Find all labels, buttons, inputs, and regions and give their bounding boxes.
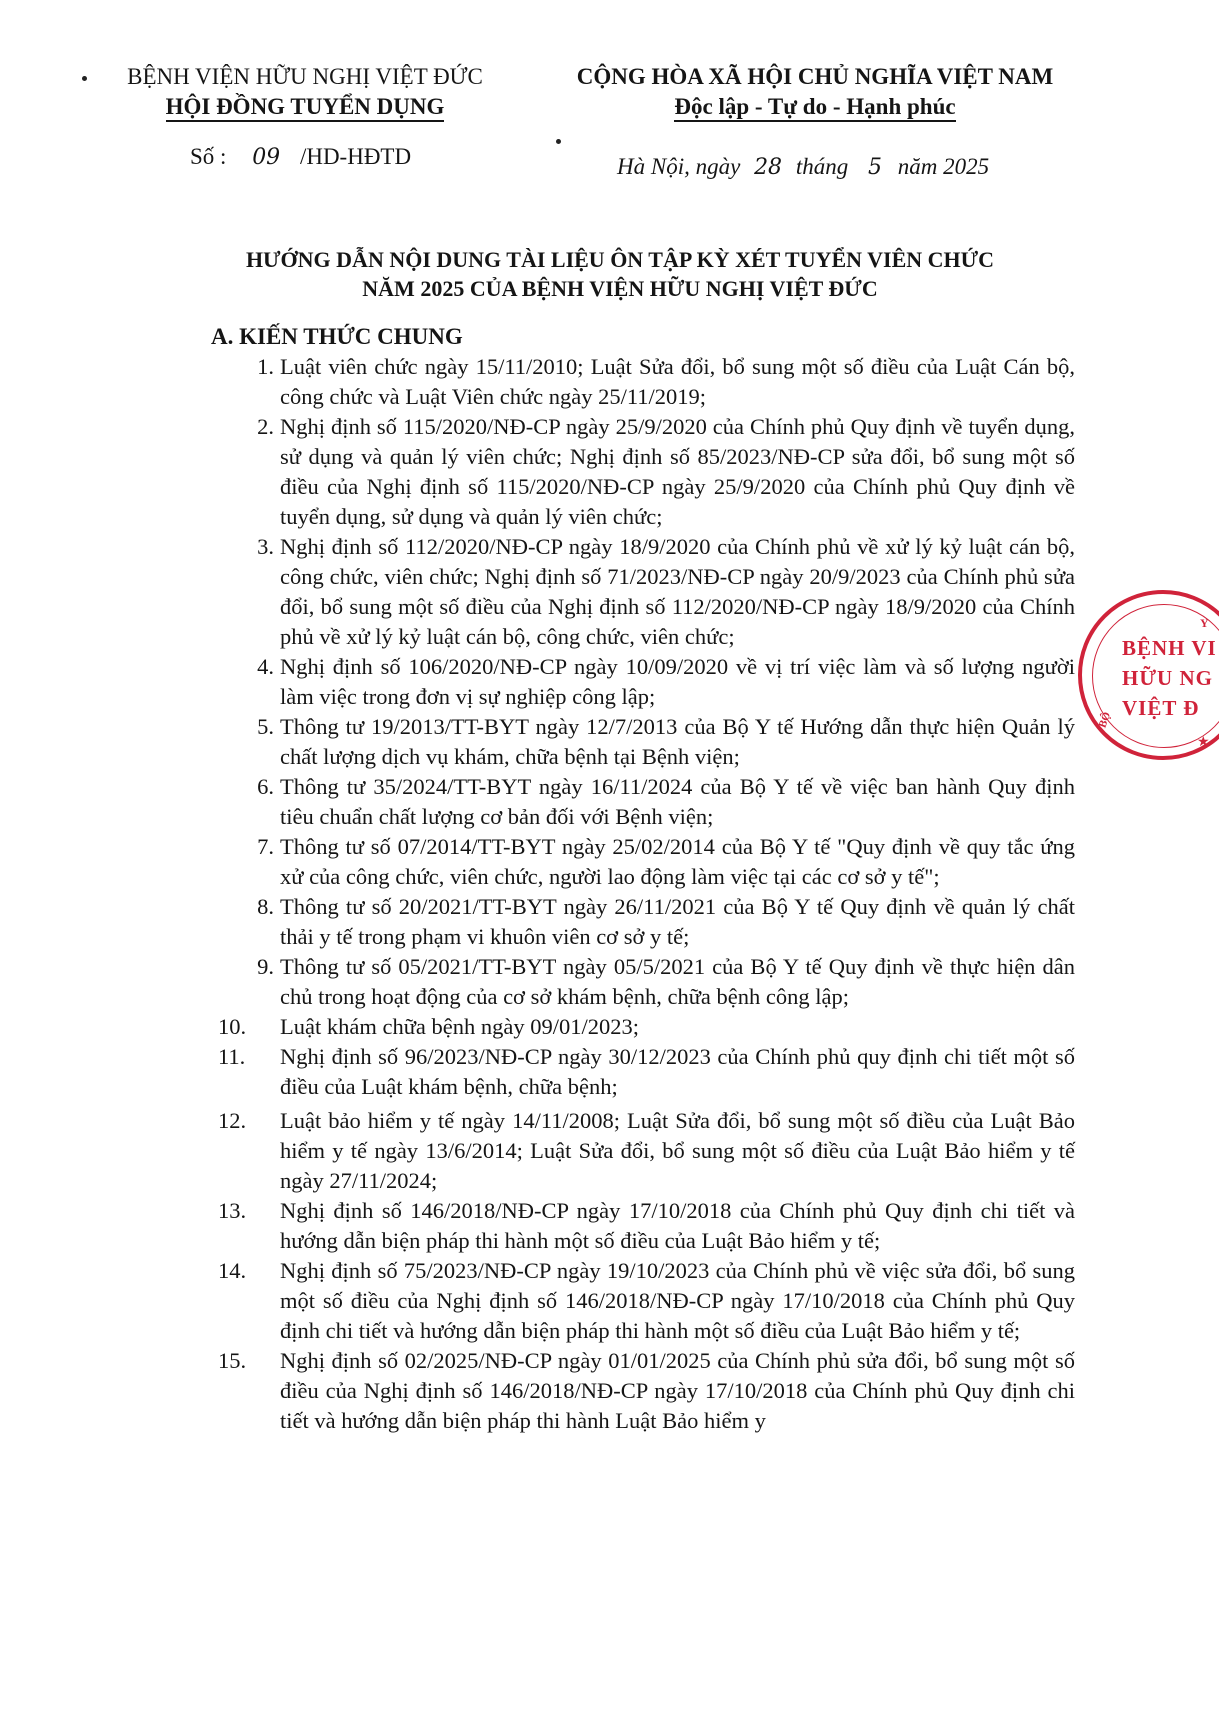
list-item: 14. Nghị định số 75/2023/NĐ-CP ngày 19/10/2023 của Chính phủ về việc sửa đổi, bổ sung một số điều của Nghị định số 146/2018/NĐ-CP ngày 17/10/2018 của Chính phủ Quy định chi tiết và hướng dẫn biện pháp thi hành một số điều của Luật Bảo hiểm y tế; (218, 1258, 1075, 1343)
handwritten-month: 5 (867, 155, 882, 180)
star-icon: ★ (1197, 735, 1210, 750)
stamp-line: HỮU NG (1122, 666, 1213, 690)
list-item: 5. Thông tư 19/2013/TT-BYT ngày 12/7/2013 của Bộ Y tế Hướng dẫn thực hiện Quản lý chất lượng dịch vụ khám, chữa bệnh tại Bệnh viện; (257, 714, 1075, 769)
handwritten-number: 09 (252, 145, 281, 170)
stamp-side-text: BỘ (1096, 710, 1114, 730)
stamp-top-letter: Y (1200, 616, 1209, 630)
scan-speck (82, 76, 87, 81)
document-title: HƯỚNG DẪN NỘI DUNG TÀI LIỆU ÔN TẬP KỲ XÉT TUYỂN VIÊN CHỨC NĂM 2025 CỦA BỆNH VIỆN HỮU NGHỊ VIỆT ĐỨC (245, 247, 995, 301)
national-motto: Độc lập - Tự do - Hạnh phúc (545, 92, 1085, 122)
issuer-hospital: BỆNH VIỆN HỮU NGHỊ VIỆT ĐỨC (127, 64, 483, 89)
stamp-line: VIỆT Đ (1122, 696, 1200, 720)
list-item: 1. Luật viên chức ngày 15/11/2010; Luật Sửa đổi, bổ sung một số điều của Luật Cán bộ, công chức và Luật Viên chức ngày 25/11/2019; (257, 354, 1075, 409)
list-item: 12. Luật bảo hiểm y tế ngày 14/11/2008; Luật Sửa đổi, bổ sung một số điều của Luật Bảo hiểm y tế ngày 13/6/2014; Luật Sửa đổi, bổ sung một số điều của Luật Bảo hiểm y tế ngày 27/11/2024; (218, 1108, 1075, 1193)
list-item: 7. Thông tư số 07/2014/TT-BYT ngày 25/02/2014 của Bộ Y tế "Quy định về quy tắc ứng xử của công chức, viên chức, người lao động làm việc tại các cơ sở y tế"; (257, 834, 1075, 889)
list-item: 4. Nghị định số 106/2020/NĐ-CP ngày 10/09/2020 về vị trí việc làm và số lượng người làm việc trong đơn vị sự nghiệp công lập; (257, 654, 1075, 709)
list-item: 11. Nghị định số 96/2023/NĐ-CP ngày 30/12/2023 của Chính phủ quy định chi tiết một số điều của Luật khám bệnh, chữa bệnh; (218, 1044, 1075, 1099)
issue-date: Hà Nội, ngày 28 tháng 5 năm 2025 (617, 154, 990, 180)
list-item: 6. Thông tư 35/2024/TT-BYT ngày 16/11/2024 của Bộ Y tế về việc ban hành Quy định tiêu chuẩn chất lượng cơ bản đối với Bệnh viện; (257, 774, 1075, 829)
national-name: CỘNG HÒA XÃ HỘI CHỦ NGHĨA VIỆT NAM (576, 64, 1054, 89)
list-item: 3. Nghị định số 112/2020/NĐ-CP ngày 18/9/2020 của Chính phủ về xử lý kỷ luật cán bộ, công chức, viên chức; Nghị định số 71/2023/NĐ-CP ngày 20/9/2023 của Chính phủ sửa đổi, bổ sung một số điều của Nghị định số 112/2020/NĐ-CP ngày 18/9/2020 của Chính phủ về xử lý kỷ luật cán bộ, công chức, viên chức; (257, 534, 1075, 649)
stamp-line: BỆNH VI (1122, 636, 1217, 660)
handwritten-day: 28 (754, 155, 783, 180)
list-item: 10. Luật khám chữa bệnh ngày 09/01/2023; (218, 1014, 639, 1039)
list-item: 9. Thông tư số 05/2021/TT-BYT ngày 05/5/2021 của Bộ Y tế Quy định về thực hiện dân chủ trong hoạt động của cơ sở khám bệnh, chữa bệnh công lập; (257, 954, 1075, 1009)
issuer-council: HỘI ĐỒNG TUYỂN DỤNG (95, 92, 515, 122)
list-item: 13. Nghị định số 146/2018/NĐ-CP ngày 17/10/2018 của Chính phủ Quy định chi tiết và hướng dẫn biện pháp thi hành một số điều của Luật Bảo hiểm y tế; (218, 1198, 1075, 1253)
national-header (545, 62, 1085, 122)
list-item: 8. Thông tư số 20/2021/TT-BYT ngày 26/11/2021 của Bộ Y tế Quy định về quản lý chất thải y tế trong phạm vi khuôn viên cơ sở y tế; (257, 894, 1075, 949)
document-number: Số : 09 /HD-HĐTD (190, 144, 412, 170)
list-item: 15. Nghị định số 02/2025/NĐ-CP ngày 01/01/2025 của Chính phủ sửa đổi, bổ sung một số điều của Nghị định số 146/2018/NĐ-CP ngày 17/10/2018 của Chính phủ Quy định chi tiết và hướng dẫn biện pháp thi hành Luật Bảo hiểm y (218, 1348, 1075, 1433)
issuer-header (95, 62, 515, 122)
list-item: 2. Nghị định số 115/2020/NĐ-CP ngày 25/9/2020 của Chính phủ Quy định về tuyển dụng, sử dụng và quản lý viên chức; Nghị định số 85/2023/NĐ-CP sửa đổi, bổ sung một số điều của Nghị định số 115/2020/NĐ-CP ngày 25/9/2020 của Chính phủ Quy định về tuyển dụng, sử dụng và quản lý viên chức; (257, 414, 1075, 529)
reference-list (218, 352, 1075, 1436)
section-heading: A. KIẾN THỨC CHUNG (211, 324, 463, 349)
scan-speck (556, 139, 561, 144)
red-seal-stamp (1078, 590, 1219, 760)
